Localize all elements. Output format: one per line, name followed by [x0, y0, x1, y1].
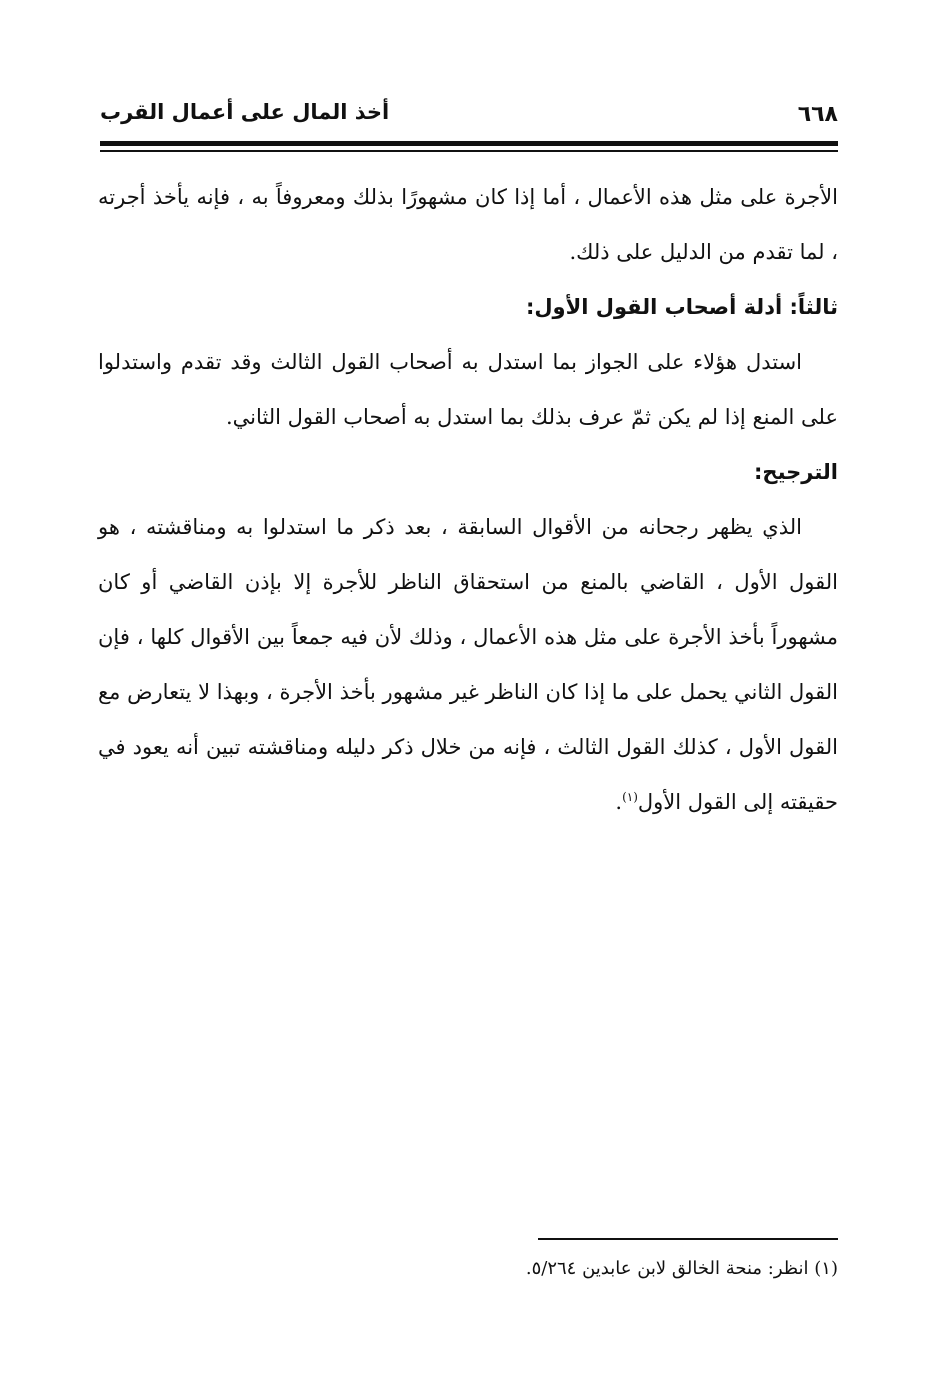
footnote-separator	[538, 1238, 838, 1240]
section-heading-preference: الترجيح:	[754, 460, 838, 484]
header-rule-thick	[100, 141, 838, 146]
paragraph-1: الأجرة على مثل هذه الأعمال ، أما إذا كان مشهورًا بذلك ومعروفاً به ، فإنه يأخذ أجرته ، لما تقدم من الدليل على ذلك.	[98, 185, 838, 264]
header-rule-thin	[100, 150, 838, 152]
paragraph-3-text: الذي يظهر رجحانه من الأقوال السابقة ، بعد ذكر ما استدلوا به ومناقشته ، هو القول الأول ، القاضي بالمنع من استحقاق الناظر للأجرة إلا بإذن القاضي أو كان مشهوراً بأخذ الأجرة على مثل هذه الأعمال ، وذلك لأن فيه جمعاً بين الأقوال كلها ، فإن القول الثاني يحمل على ما إذا كان الناظر غير مشهور بأخذ الأجرة ، وبهذا لا يتعارض مع القول الأول ، كذلك القول الثالث ، فإنه من خلال ذكر دليله ومناقشته تبين أنه يعود في حقيقته إلى القول الأول	[98, 515, 838, 814]
paragraph-2: استدل هؤلاء على الجواز بما استدل به أصحاب القول الثالث وقد تقدم واستدلوا على المنع إذا لم يكن ثمّ عرف بذلك بما استدل به أصحاب القول الثاني.	[98, 350, 838, 429]
section-heading-evidence: ثالثاً: أدلة أصحاب القول الأول:	[525, 295, 838, 319]
main-text	[98, 170, 838, 830]
running-title: أخذ المال على أعمال القرب	[100, 100, 390, 124]
paragraph-3	[98, 500, 838, 830]
footnote: (١) انظر: منحة الخالق لابن عابدين ٥/٢٦٤.	[525, 1258, 838, 1279]
paragraph-3-end: .	[615, 790, 623, 814]
page-number: ٦٦٨	[797, 102, 838, 127]
footnote-reference[interactable]: (١)	[622, 790, 638, 804]
page-header	[100, 98, 838, 138]
